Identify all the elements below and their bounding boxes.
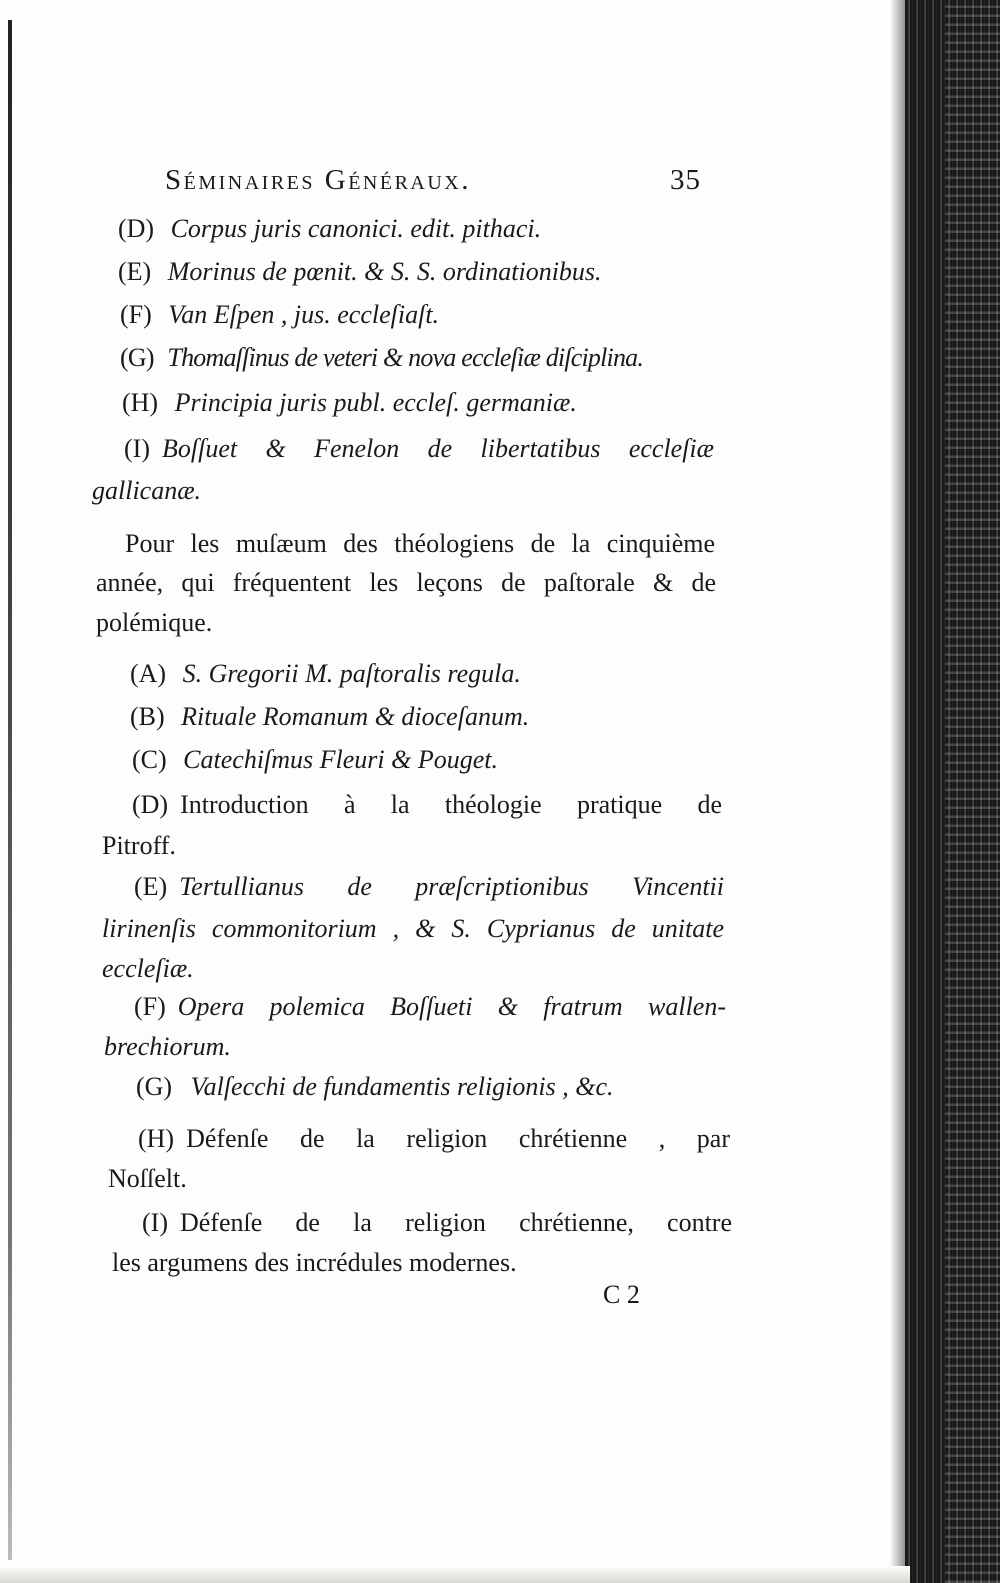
item-mark: (I): [124, 434, 150, 463]
item-text: Principia juris publ. ecclеſ. germaniæ.: [174, 388, 577, 417]
item-continuation: eccleſiæ.: [102, 954, 194, 983]
list-item: [120, 341, 643, 375]
item-text: Défenſe de la religion chrétienne , par: [186, 1124, 730, 1153]
item-mark: (C): [132, 745, 167, 774]
list-item: [130, 657, 521, 691]
item-continuation: brechiorum.: [104, 1032, 231, 1061]
item-mark: (E): [134, 872, 168, 901]
item-mark: (F): [134, 992, 166, 1021]
item-text: Corpus juris canonici. edit. pithaci.: [170, 214, 542, 243]
running-title: Séminaires Généraux.: [165, 164, 472, 196]
list-item: [132, 788, 722, 822]
item-mark: (G): [120, 343, 154, 372]
item-text: Thomaſſinus de veteri & nova eccleſiæ diſciplina.: [167, 343, 644, 372]
item-text: S. Gregorii M. paſtoralis regula.: [182, 659, 521, 688]
item-mark: (H): [122, 388, 159, 417]
page-number: 35: [670, 164, 701, 196]
list-item: [136, 1070, 614, 1104]
item-continuation: gallicanæ.: [92, 476, 202, 505]
item-continuation: Noſſelt.: [108, 1164, 187, 1193]
item-text: Van Eſpen , jus. eccleſiaſt.: [168, 300, 440, 329]
item-text: Tertullianus de præſcriptionibus Vincentii: [179, 872, 724, 901]
page-stack-texture: [945, 0, 1000, 1583]
item-mark: (D): [118, 214, 155, 243]
item-mark: (I): [142, 1208, 168, 1237]
item-mark: (G): [136, 1072, 173, 1101]
signature-mark: C 2: [603, 1280, 640, 1309]
list-item: [120, 298, 439, 332]
paragraph-line: polémique.: [96, 608, 213, 637]
item-mark: (H): [138, 1124, 175, 1153]
list-item: [122, 386, 577, 420]
list-item: [132, 743, 498, 777]
item-text: Opera polemica Boſſueti & fratrum wallen-: [177, 992, 726, 1021]
paragraph-line: année, qui fréquentent les leçons de paſtorale & de: [96, 568, 716, 597]
item-mark: (E): [118, 257, 152, 286]
item-text: Introduction à la théologie pratique de: [180, 790, 722, 819]
page-left-edge: [8, 20, 12, 1560]
item-mark: (A): [130, 659, 167, 688]
page-bottom-edge: [0, 1566, 910, 1583]
item-text: Catechiſmus Fleuri & Pouget.: [183, 745, 499, 774]
paragraph-line: Pour les muſæum des théologiens de la cinquième: [125, 529, 715, 558]
running-header: [165, 164, 725, 208]
list-item: [130, 700, 529, 734]
item-text: Morinus de pœnit. & S. S. ordinationibus.: [167, 257, 602, 286]
list-item: [142, 1206, 732, 1240]
item-text: Rituale Romanum & dioceſanum.: [181, 702, 530, 731]
item-continuation: les argumens des incrédules modernes.: [112, 1248, 517, 1277]
item-text: Boſſuet & Fenelon de libertatibus eccleſiæ: [161, 434, 714, 463]
item-continuation: lirinenſis commonitorium , & S. Cyprianus de unitate: [102, 914, 724, 943]
item-mark: (D): [132, 790, 169, 819]
item-mark: (F): [120, 300, 152, 329]
list-item: [118, 212, 541, 246]
item-continuation: Pitroff.: [102, 831, 176, 860]
list-item: [134, 870, 724, 904]
item-text: Valſecchi de fundamentis religionis , &c.: [190, 1072, 614, 1101]
list-item: [134, 990, 726, 1024]
item-text: Défenſe de la religion chrétienne, contre: [179, 1208, 732, 1237]
list-item: [118, 255, 602, 289]
list-item: [138, 1122, 730, 1156]
item-mark: (B): [130, 702, 165, 731]
list-item: [124, 432, 714, 466]
